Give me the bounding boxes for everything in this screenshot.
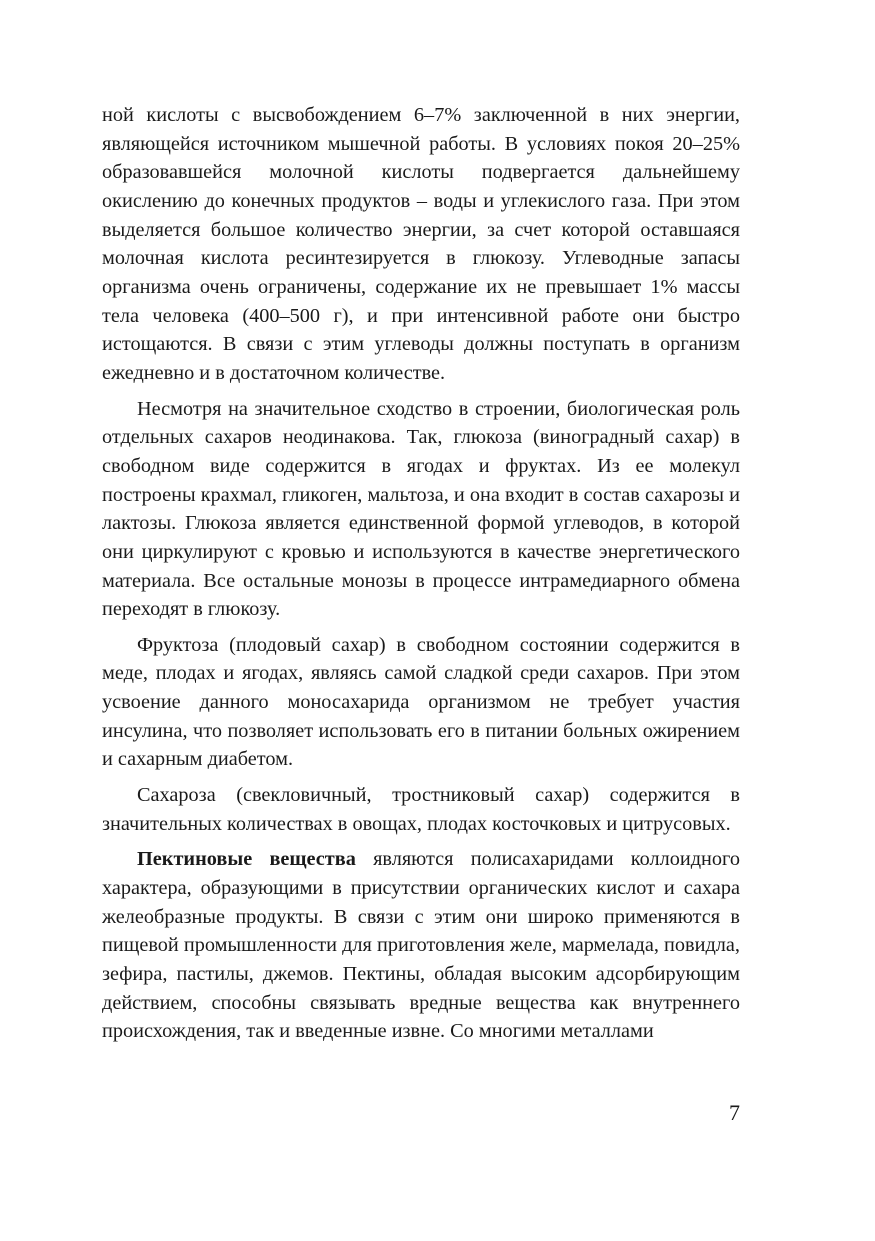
page-number: 7 <box>729 1100 740 1125</box>
body-text <box>102 101 740 1053</box>
paragraph-sugars-role: Несмотря на значительное сходство в строении, биологическая роль отдельных сахаров неодинакова. Так, глюкоза (виноградный сахар) в свободном виде содержится в ягодах и фруктах. Из ее молекул построены крахмал, гликоген, мальтоза, и она входит в состав сахарозы и лактозы. Глюкоза является единственной формой углеводов, в которой они циркулируют с кровью и используются в качестве энергетического материала. Все остальные монозы в процессе интрамедиарного обмена переходят в глюкозу. <box>102 397 740 621</box>
paragraph-pectins-text: являются полисахаридами коллоидного характера, образующими в присутствии органических кислот и сахара желеобразные продукты. В связи с этим они широко применяются в пищевой промышленности для приготовления желе, мармелада, повидла, зефира, пастилы, джемов. Пектины, обладая высоким адсорбирующим действием, способны связывать вредные вещества как внутреннего происхождения, так и введенные извне. Со многими металлами <box>102 848 740 1043</box>
paragraph-continuation: ной кислоты с высвобождением 6–7% заключенной в них энергии, являющейся источником мышечной работы. В условиях покоя 20–25% образовавшейся молочной кислоты подвергается дальнейшему окислению до конечных продуктов – воды и углекислого газа. При этом выделяется большое количество энергии, за счет которой оставшаяся молочная кислота ресинтезируется в глюкозу. Углеводные запасы организма очень ограничены, содержание их не превышает 1% массы тела человека (400–500 г), и при интенсивной работе они быстро истощаются. В связи с этим углеводы должны поступать в организм ежедневно и в достаточном количестве. <box>102 104 740 384</box>
paragraph-pectins <box>102 845 740 1046</box>
paragraph-sucrose: Сахароза (свекловичный, тростниковый сахар) содержится в значительных количествах в овощах, плодах косточковых и цитрусовых. <box>102 784 740 835</box>
paragraph-fructose: Фруктоза (плодовый сахар) в свободном состоянии содержится в меде, плодах и ягодах, являясь самой сладкой среди сахаров. При этом усвоение данного моносахарида организмом не требует участия инсулина, что позволяет использовать его в питании больных ожирением и сахарным диабетом. <box>102 633 740 771</box>
term-pectins: Пектиновые вещества <box>137 848 356 871</box>
